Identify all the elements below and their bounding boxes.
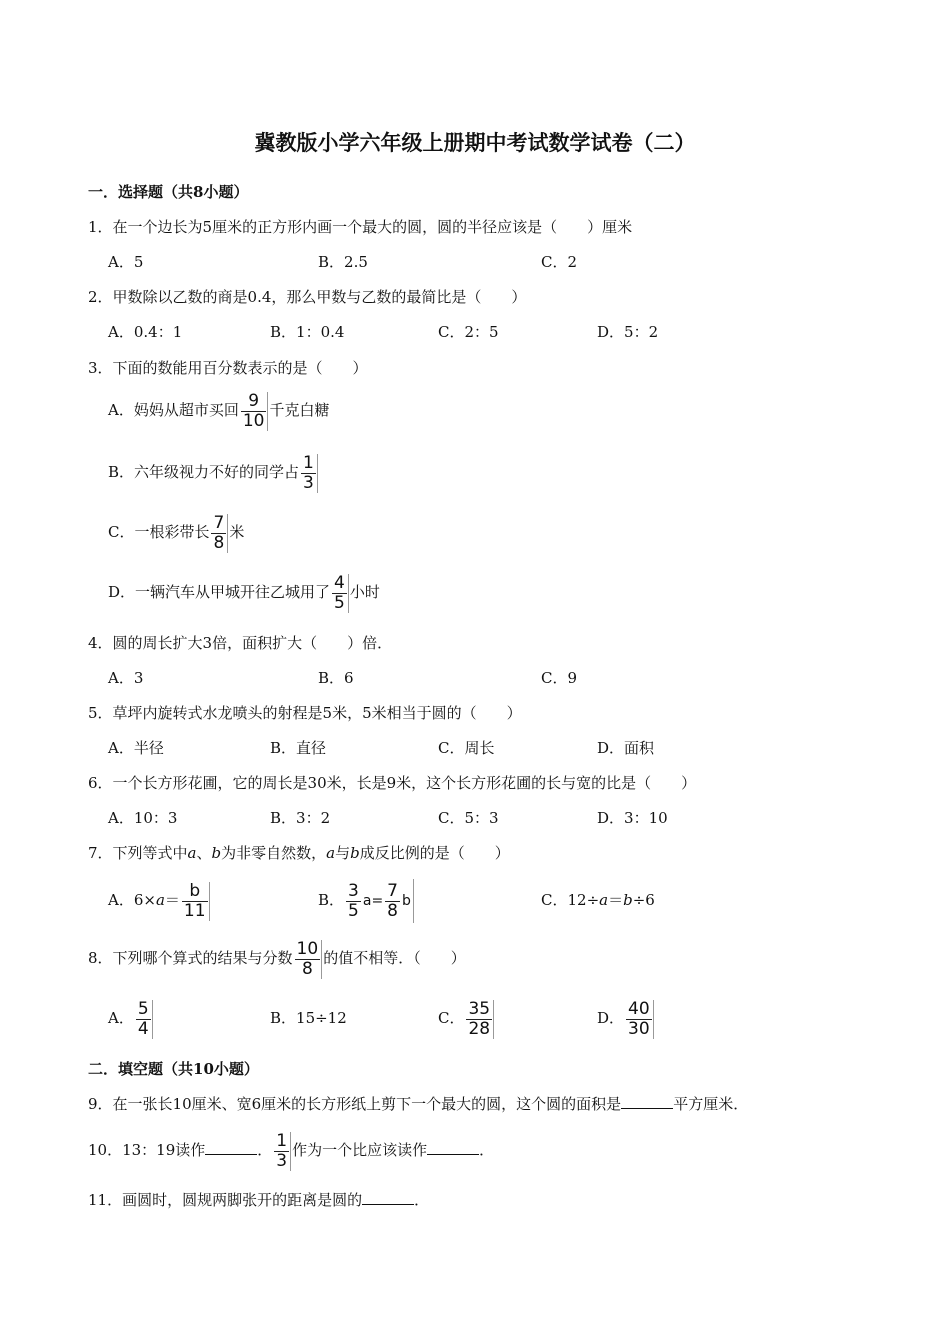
question-6-option-a: A．10：3 [108,809,178,827]
stem-text: 的值不相等．（ ） [323,949,466,967]
question-4-option-b: B．6 [318,669,354,687]
option-text: A． [108,1009,134,1027]
question-4-option-c: C．9 [541,669,578,687]
denominator: 11 [183,900,206,921]
option-text: 米 [229,523,245,541]
denominator: 10 [242,410,265,431]
question-8-option-a [108,996,154,1040]
denominator: 5 [348,900,359,921]
option-text: B．六年级视力不好的同学占 [108,463,300,481]
option-text: D．一辆汽车从甲城开往乙城用了 [108,583,331,601]
stem-text: 8．下列哪个算式的结果与分数 [88,949,293,967]
question-8-option-d [597,996,655,1040]
question-1-stem: 1．在一个边长为5厘米的正方形内画一个最大的圆，圆的半径应该是（ ）厘米 [88,218,633,236]
option-text: 小时 [349,583,380,601]
numerator: 7 [387,880,398,901]
option-text: ＝ [608,891,624,909]
question-4-option-a: A．3 [108,669,144,687]
option-text: D． [597,1009,625,1027]
question-1-option-c: C．2 [541,253,578,271]
numerator: 40 [628,998,650,1019]
question-text: 平方厘米． [673,1095,749,1113]
stem-text: 7．下列等式中 [88,844,188,862]
variable-b: b [211,844,222,862]
option-text: 千克白糖 [269,401,330,419]
question-7-option-b [318,878,414,923]
question-1-option-a: A．5 [108,253,144,271]
denominator: 8 [213,532,225,553]
variable-a: a [326,844,336,862]
stem-text: 、 [196,844,212,862]
numerator: 10 [296,938,319,959]
question-5-stem: 5．草坪内旋转式水龙喷头的射程是5米，5米相当于圆的（ ） [88,704,522,722]
question-3-option-b [108,451,319,493]
fraction [240,392,269,431]
stem-text: 成反比例的是（ ） [359,844,510,862]
answer-blank[interactable] [427,1140,479,1155]
answer-blank[interactable] [205,1140,257,1155]
question-5-option-a: A．半径 [108,739,164,757]
question-6-stem: 6．一个长方形花圃，它的周长是30米，长是9米，这个长方形花圃的长与宽的比是（ ） [88,774,697,792]
answer-blank[interactable] [362,1190,414,1205]
question-3-stem: 3．下面的数能用百分数表示的是（ ） [88,359,368,377]
fraction [135,1000,153,1039]
question-5-option-c: C．周长 [438,739,495,757]
question-10 [88,1128,494,1172]
question-text: ． [414,1191,430,1209]
option-text: B． [318,891,345,909]
section-heading-choice: 一．选择题（共8小题） [88,183,249,201]
variable-a: a [155,891,165,909]
question-4-stem: 4．圆的周长扩大3倍，面积扩大（ ）倍． [88,634,393,652]
denominator: 3 [303,472,314,493]
equation-text: a= [362,893,384,909]
question-2-stem: 2．甲数除以乙数的商是0.4，那么甲数与乙数的最简比是（ ） [88,288,527,306]
stem-text: 与 [335,844,351,862]
equation-text: b [402,893,411,909]
question-7-option-a [108,878,211,922]
option-text: A．6× [108,891,156,909]
question-6-option-c: C．5：3 [438,809,499,827]
stem-text: 为非零自然数， [221,844,327,862]
question-5-option-d: D．面积 [597,739,655,757]
question-9 [88,1094,748,1114]
variable-b: b [350,844,360,862]
numerator: 5 [137,998,149,1019]
numerator: 4 [334,572,345,593]
question-6-option-b: B．3：2 [270,809,331,827]
denominator: 30 [628,1018,650,1039]
question-text: 10．13：19读作 [88,1141,206,1159]
variable-a: a [187,844,197,862]
question-1-option-b: B．2.5 [318,253,368,271]
fraction [465,1000,494,1039]
answer-blank[interactable] [621,1094,673,1109]
option-text: C．一根彩带长 [108,523,210,541]
section-heading-fill: 二．填空题（共10小题） [88,1060,259,1078]
option-text: C．12÷ [541,891,600,909]
fraction [345,882,362,921]
question-text: 9．在一张长10厘米、宽6厘米的长方形纸上剪下一个最大的圆，这个圆的面积是 [88,1095,622,1113]
numerator: b [182,882,208,902]
numerator: 1 [276,1130,288,1151]
option-text: C． [438,1009,465,1027]
denominator: 4 [137,1018,149,1039]
denominator: 8 [301,958,313,979]
question-2-option-a: A．0.4：1 [108,323,183,341]
question-text: ． [479,1141,495,1159]
fraction [294,940,323,979]
denominator: 8 [387,900,398,921]
numerator: 3 [348,880,359,901]
page-title: 冀教版小学六年级上册期中考试数学试卷（二） [254,130,696,155]
question-3-option-c [108,511,244,553]
question-7-option-c [541,890,655,910]
numerator: 7 [213,512,225,533]
fraction [331,574,349,613]
denominator: 5 [334,592,345,613]
variable-a: a [599,891,609,909]
question-7-stem [88,843,510,863]
numerator: 1 [303,452,314,473]
question-3-option-a [108,389,330,431]
option-text: ＝ [164,891,180,909]
question-8-option-c [438,996,495,1040]
question-2-option-c: C．2：5 [438,323,499,341]
variable-b: b [623,891,633,909]
fraction [300,454,318,493]
question-2-option-b: B．1：0.4 [270,323,345,341]
option-text: A．妈妈从超市买回 [108,401,239,419]
question-text: 作为一个比应该读作 [292,1141,428,1159]
question-6-option-d: D．3：10 [597,809,668,827]
question-text: 11．画圆时，圆规两脚张开的距离是圆的 [88,1191,363,1209]
question-2-option-d: D．5：2 [597,323,659,341]
question-8-option-b: B．15÷12 [270,1009,347,1027]
question-8-stem [88,936,466,980]
fraction [273,1132,291,1171]
fraction [181,882,210,921]
numerator: 35 [468,998,491,1019]
question-text: ． [257,1141,273,1159]
question-11 [88,1190,429,1210]
numerator: 9 [241,392,267,412]
equation-image [344,879,414,923]
question-5-option-b: B．直径 [270,739,327,757]
denominator: 28 [468,1018,491,1039]
question-3-option-d [108,571,380,613]
fraction [210,514,228,553]
fraction [625,1000,654,1039]
option-text: ÷6 [632,891,655,909]
fraction [384,882,401,921]
denominator: 3 [276,1150,288,1171]
